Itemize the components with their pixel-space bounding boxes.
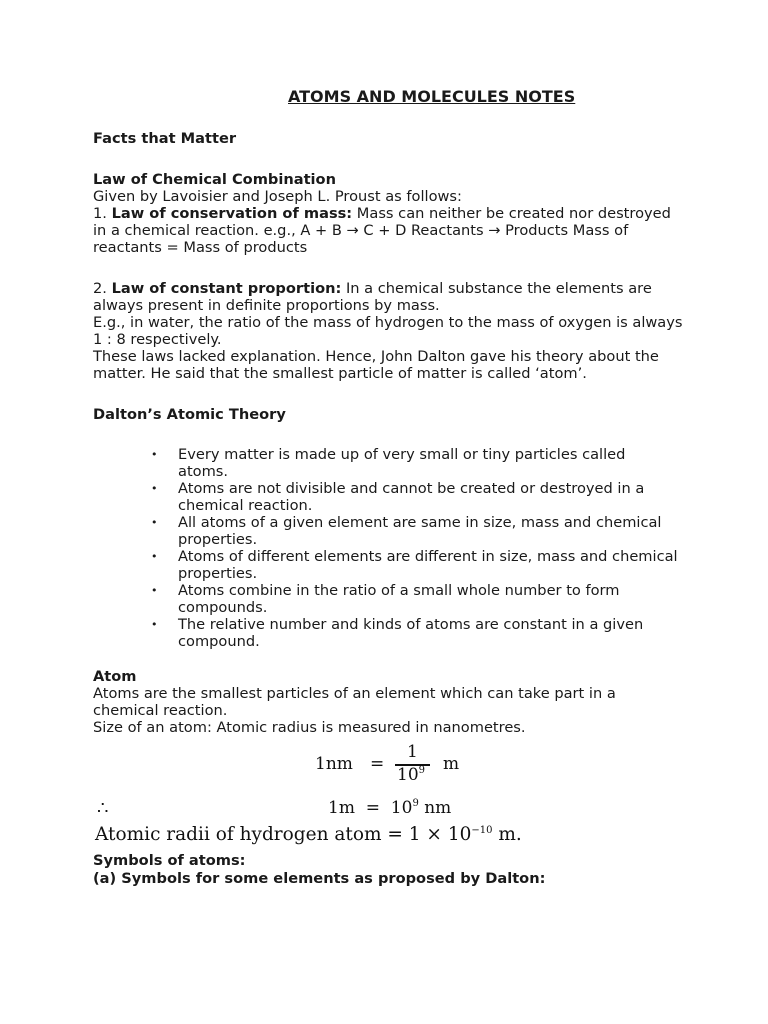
list-item: [93, 616, 678, 650]
law2-text: In a chemical substance the elements are always present in definite proportions by mass.: [93, 280, 652, 314]
hydrogen-radius-unit: m.: [492, 824, 522, 845]
dalton-theory-heading: Dalton’s Atomic Theory: [93, 406, 286, 423]
law1-number: 1.: [93, 205, 112, 222]
list-item: [93, 446, 678, 480]
list-item-text: The relative number and kinds of atoms are constant in a given compound.: [178, 616, 644, 650]
law2-number: 2.: [93, 280, 112, 297]
bullet-icon: •: [151, 584, 158, 597]
law1-paragraph: [93, 205, 683, 256]
atom-definition: Atoms are the smallest particles of an element which can take part in a chemical reaction.: [93, 685, 616, 719]
law1-text: Mass can neither be created nor destroyed in a chemical reaction. e.g., A + B → C + D Reactants → Products Mass of reactants = Mass of products: [93, 205, 671, 256]
law1-label: Law of conservation of mass:: [111, 205, 353, 222]
law-combination-heading: Law of Chemical Combination: [93, 171, 336, 188]
list-item-text: All atoms of a given element are same in size, mass and chemical properties.: [178, 514, 662, 548]
list-item: [93, 480, 678, 514]
symbols-heading: Symbols of atoms:: [93, 852, 246, 869]
fraction-denominator: [397, 767, 425, 784]
list-item-text: Atoms combine in the ratio of a small whole number to form compounds.: [178, 582, 620, 616]
bullet-icon: •: [151, 550, 158, 563]
facts-heading: Facts that Matter: [93, 130, 237, 147]
dalton-theory-list: [93, 446, 693, 650]
law2-label: Law of constant proportion:: [111, 280, 342, 297]
hydrogen-radius-exponent: −10: [471, 825, 493, 836]
fraction-numerator: 1: [407, 742, 418, 762]
metre-unit: nm: [418, 798, 452, 818]
hydrogen-radius-equation: [95, 826, 522, 843]
list-item-text: Atoms of different elements are different in size, mass and chemical properties.: [178, 548, 678, 582]
metre-expression-text: 1m = 10: [328, 798, 413, 818]
bullet-icon: •: [151, 482, 158, 495]
equation-equals: =: [370, 754, 385, 774]
equation-lhs: 1nm: [315, 754, 353, 774]
equation-unit: m: [443, 754, 460, 774]
metre-equation: [93, 800, 593, 822]
hydrogen-radius-text: Atomic radii of hydrogen atom = 1 × 10: [95, 824, 472, 845]
list-item-text: Every matter is made up of very small or tiny particles called atoms.: [178, 446, 626, 480]
therefore-icon: ∴: [97, 798, 109, 819]
denominator-exponent: 9: [418, 765, 426, 776]
law2-paragraph: [93, 280, 683, 314]
bullet-icon: •: [151, 448, 158, 461]
metre-expression: [328, 800, 451, 817]
atom-heading: Atom: [93, 668, 137, 685]
symbols-subheading: (a) Symbols for some elements as proposed by Dalton:: [93, 870, 546, 887]
denominator-base: 10: [397, 765, 419, 785]
bullet-icon: •: [151, 516, 158, 529]
dalton-note: These laws lacked explanation. Hence, John Dalton gave his theory about the matter. He said that the smallest particle of matter is called ‘atom’.: [93, 348, 659, 382]
list-item-text: Atoms are not divisible and cannot be created or destroyed in a chemical reaction.: [178, 480, 645, 514]
page-title: ATOMS AND MOLECULES NOTES: [288, 87, 576, 106]
law-combination-intro: Given by Lavoisier and Joseph L. Proust as follows:: [93, 188, 462, 205]
atom-size: Size of an atom: Atomic radius is measured in nanometres.: [93, 719, 526, 736]
metre-exponent: 9: [412, 798, 419, 809]
law2-example: E.g., in water, the ratio of the mass of hydrogen to the mass of oxygen is always 1 : 8 respectively.: [93, 314, 683, 348]
nanometre-equation: [315, 742, 515, 792]
list-item: [93, 582, 678, 616]
list-item: [93, 548, 678, 582]
list-item: [93, 514, 678, 548]
bullet-icon: •: [151, 618, 158, 631]
